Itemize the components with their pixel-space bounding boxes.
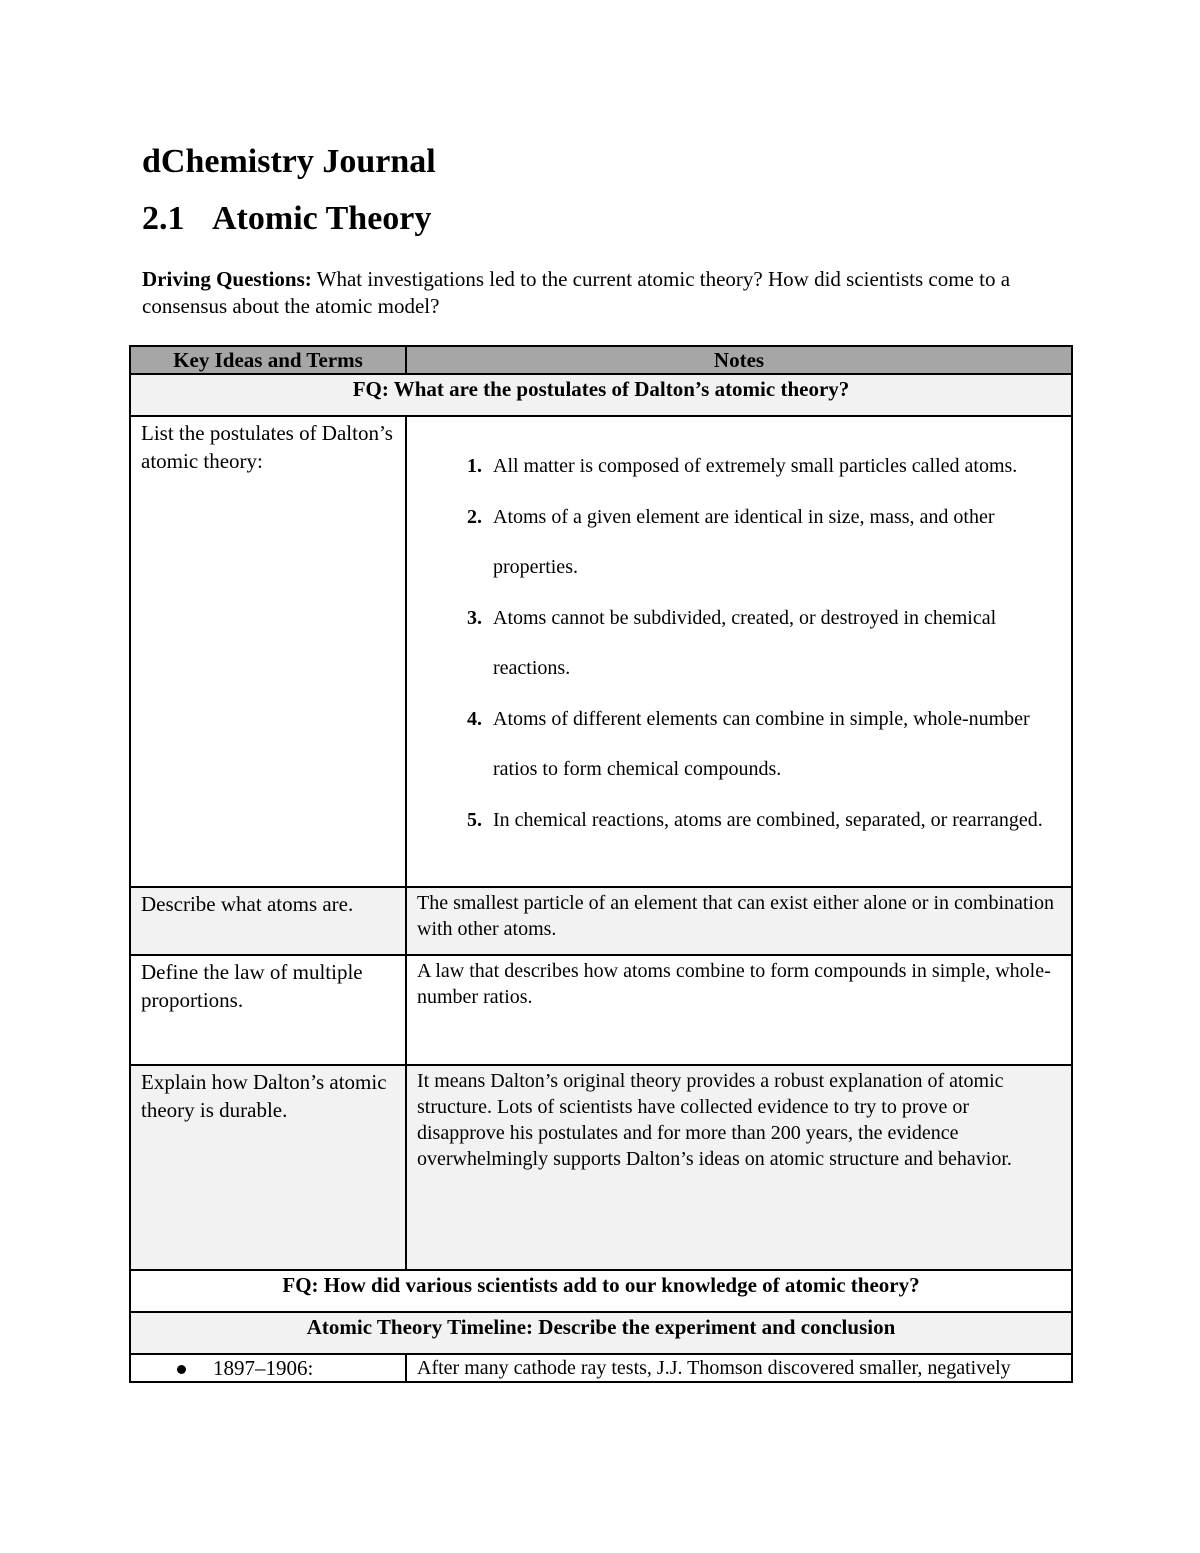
- driving-questions: [142, 266, 1062, 320]
- list-item: 2. Atoms of a given element are identical in size, mass, and other properties.: [487, 492, 1071, 593]
- header-key-ideas: Key Ideas and Terms: [130, 346, 406, 374]
- list-item: 5. In chemical reactions, atoms are combined, separated, or rearranged.: [487, 795, 1071, 846]
- key-durable: Explain how Dalton’s atomic theory is durable.: [130, 1065, 406, 1270]
- table-header-row: [130, 346, 1072, 374]
- notes-table: [129, 345, 1073, 1383]
- driving-questions-label: Driving Questions:: [142, 267, 312, 291]
- table-row: [130, 955, 1072, 1065]
- timeline-note: After many cathode ray tests, J.J. Thomson discovered smaller, negatively: [406, 1354, 1072, 1382]
- bullet-icon: [177, 1365, 186, 1374]
- section-title: Atomic Theory: [212, 200, 432, 237]
- note-postulates: [406, 416, 1072, 887]
- timeline-date-cell: [130, 1354, 406, 1382]
- list-item: 3. Atoms cannot be subdivided, created, or destroyed in chemical reactions.: [487, 593, 1071, 694]
- list-item: 1. All matter is composed of extremely small particles called atoms.: [487, 441, 1071, 492]
- table-row: [130, 1065, 1072, 1270]
- note-atoms: The smallest particle of an element that can exist either alone or in combination with other atoms.: [406, 887, 1072, 955]
- driving-questions-text: What investigations led to the current atomic theory? How did scientists come to a consensus about the atomic model?: [142, 267, 1011, 318]
- timeline-header-row: [130, 1312, 1072, 1354]
- key-atoms: Describe what atoms are.: [130, 887, 406, 955]
- section-heading: [142, 197, 431, 241]
- timeline-header: Atomic Theory Timeline: Describe the experiment and conclusion: [130, 1312, 1072, 1354]
- table-row: [130, 416, 1072, 887]
- focus-question-row: [130, 1270, 1072, 1312]
- focus-question-row: [130, 374, 1072, 416]
- table-row: [130, 887, 1072, 955]
- postulates-list: [407, 441, 1071, 845]
- note-durable: It means Dalton’s original theory provides a robust explanation of atomic structure. Lots of scientists have collected evidence to try to prove or disapprove his postulates and for more than 200 years, the evidence overwhelmingly supports Dalton’s ideas on atomic structure and behavior.: [406, 1065, 1072, 1270]
- header-notes: Notes: [406, 346, 1072, 374]
- focus-question-scientists: FQ: How did various scientists add to our knowledge of atomic theory?: [130, 1270, 1072, 1312]
- key-postulates: List the postulates of Dalton’s atomic theory:: [130, 416, 406, 887]
- journal-title: dChemistry Journal: [142, 143, 436, 180]
- list-item: 4. Atoms of different elements can combine in simple, whole-number ratios to form chemical compounds.: [487, 694, 1071, 795]
- focus-question-dalton: FQ: What are the postulates of Dalton’s atomic theory?: [130, 374, 1072, 416]
- note-multiple-proportions: A law that describes how atoms combine to form compounds in simple, whole-number ratios.: [406, 955, 1072, 1065]
- section-number: 2.1: [142, 200, 185, 237]
- table-row: [130, 1354, 1072, 1382]
- timeline-date: 1897–1906:: [213, 1356, 314, 1380]
- key-multiple-proportions: Define the law of multiple proportions.: [130, 955, 406, 1065]
